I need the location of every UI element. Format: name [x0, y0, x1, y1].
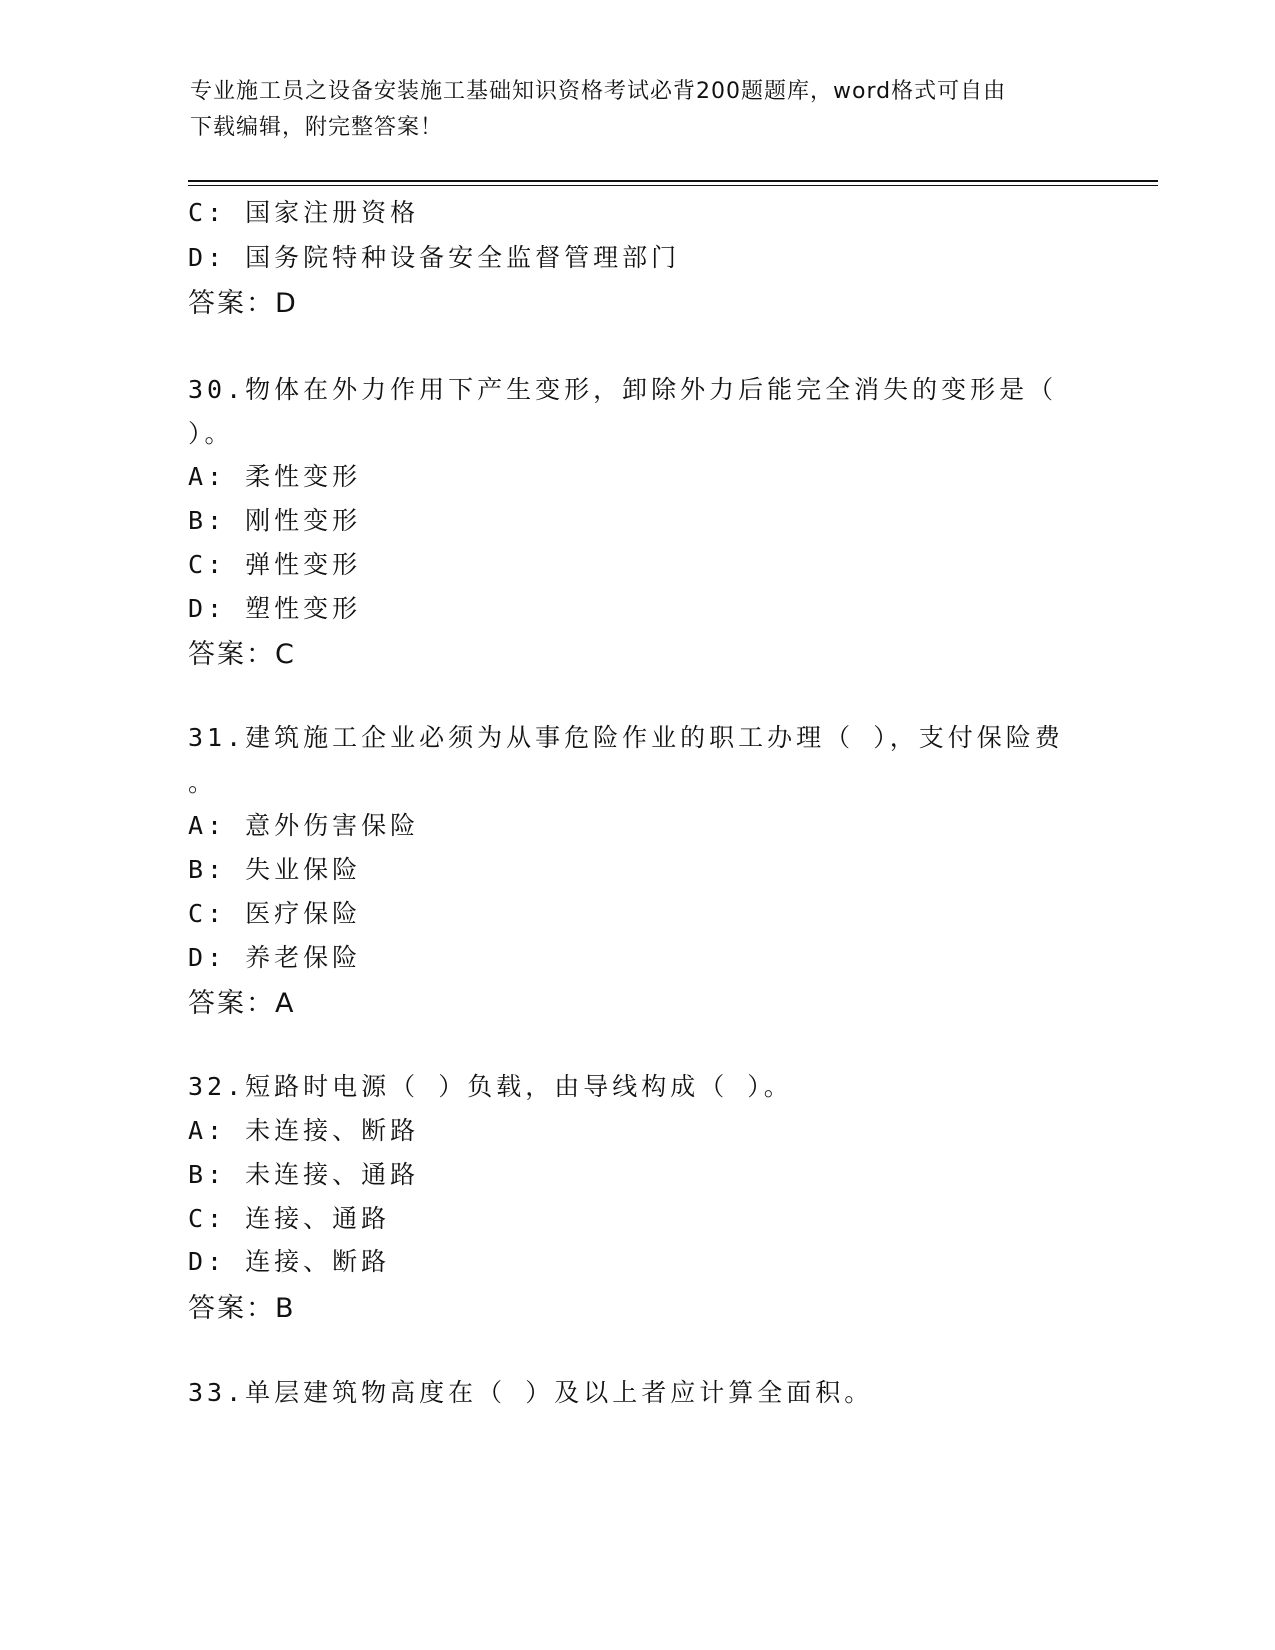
question-stem: 30.物体在外力作用下产生变形，卸除外力后能完全消失的变形是（: [188, 375, 1058, 404]
answer: 答案：D: [188, 288, 298, 319]
header-line-1: 专业施工员之设备安装施工基础知识资格考试必背200题题库，word格式可自由: [190, 79, 1007, 104]
option-d: D: 连接、断路: [188, 1247, 391, 1276]
option-a: A: 柔性变形: [188, 462, 362, 491]
option-a: A: 意外伤害保险: [188, 811, 420, 840]
option-c: C: 国家注册资格: [188, 198, 420, 227]
question-stem: 32.短路时电源（ ）负载，由导线构成（ ）。: [188, 1072, 793, 1101]
option-b: B: 失业保险: [188, 855, 362, 884]
option-d: D: 塑性变形: [188, 594, 362, 623]
answer: 答案：C: [188, 639, 296, 670]
question-stem-cont: 。: [188, 768, 218, 797]
option-c: C: 医疗保险: [188, 899, 362, 928]
question-stem: 31.建筑施工企业必须为从事危险作业的职工办理（ ），支付保险费: [188, 723, 1064, 752]
option-d: D: 国务院特种设备安全监督管理部门: [188, 243, 681, 272]
option-c: C: 弹性变形: [188, 550, 362, 579]
option-c: C: 连接、通路: [188, 1204, 391, 1233]
option-d: D: 养老保险: [188, 943, 362, 972]
header-rule-thick: [188, 180, 1158, 182]
answer: 答案：A: [188, 988, 296, 1019]
answer: 答案：B: [188, 1293, 296, 1324]
question-stem-cont: ）。: [188, 419, 234, 448]
option-b: B: 刚性变形: [188, 506, 362, 535]
option-a: A: 未连接、断路: [188, 1116, 420, 1145]
question-stem: 33.单层建筑物高度在（ ）及以上者应计算全面积。: [188, 1378, 874, 1407]
header-rule-thin: [188, 185, 1158, 186]
header-line-2: 下载编辑，附完整答案！: [190, 115, 444, 140]
document-header: [190, 74, 1070, 146]
option-b: B: 未连接、通路: [188, 1160, 420, 1189]
